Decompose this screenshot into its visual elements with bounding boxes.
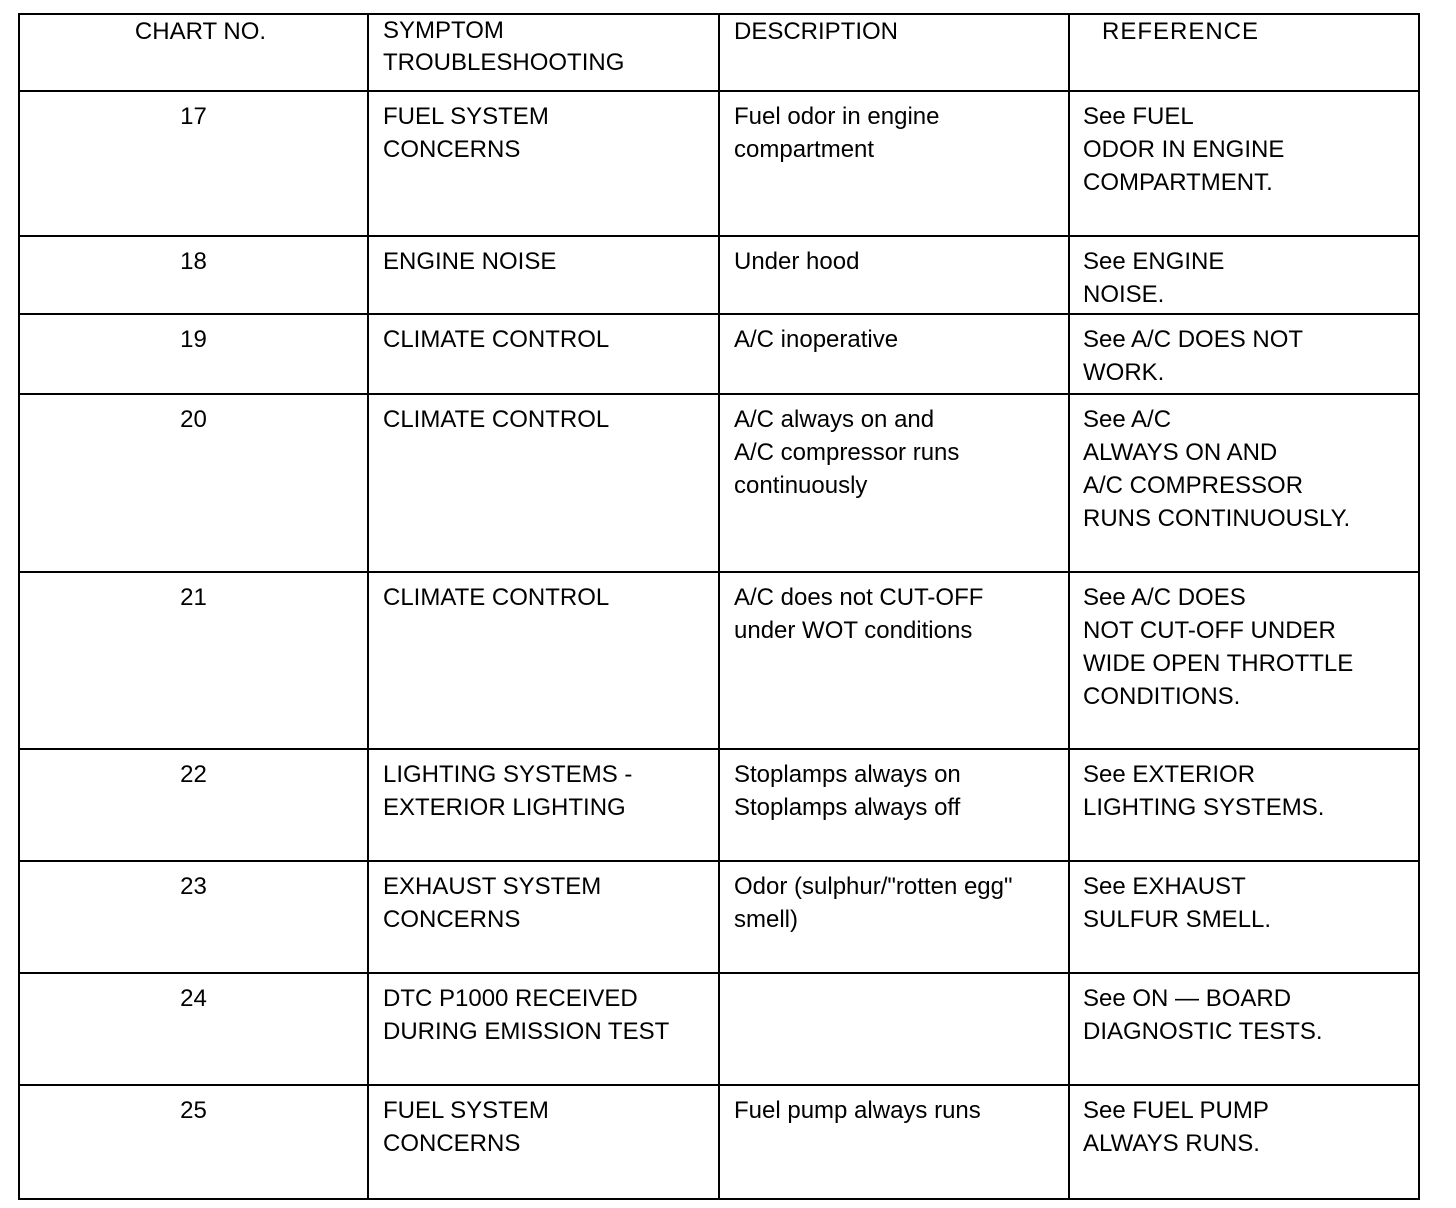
table-row	[19, 861, 1419, 973]
chart-no-cell: 18	[19, 236, 368, 314]
description-cell: A/C inoperative	[719, 314, 1069, 394]
description-cell	[719, 973, 1069, 1085]
header-row	[19, 14, 1419, 91]
table-row	[19, 394, 1419, 572]
description-cell: Under hood	[719, 236, 1069, 314]
header-description: DESCRIPTION	[719, 14, 1069, 91]
troubleshooting-chart-table	[18, 13, 1420, 1200]
table-row	[19, 973, 1419, 1085]
symptom-cell: EXHAUST SYSTEM CONCERNS	[368, 861, 719, 973]
description-cell: A/C does not CUT-OFF under WOT conditions	[719, 572, 1069, 749]
symptom-cell: CLIMATE CONTROL	[368, 394, 719, 572]
table-row	[19, 314, 1419, 394]
description-cell: Fuel odor in engine compartment	[719, 91, 1069, 236]
symptom-cell: ENGINE NOISE	[368, 236, 719, 314]
reference-cell: See EXHAUST SULFUR SMELL.	[1069, 861, 1419, 973]
table-row	[19, 1085, 1419, 1199]
description-cell: Stoplamps always on Stoplamps always off	[719, 749, 1069, 861]
chart-no-cell: 20	[19, 394, 368, 572]
reference-cell: See ENGINE NOISE.	[1069, 236, 1419, 314]
header-symptom: SYMPTOM TROUBLESHOOTING	[368, 14, 719, 91]
chart-no-cell: 23	[19, 861, 368, 973]
header-chart-no: CHART NO.	[19, 14, 368, 91]
reference-cell: See A/C DOES NOT CUT-OFF UNDER WIDE OPEN THROTTLE CONDITIONS.	[1069, 572, 1419, 749]
header-reference: REFERENCE	[1069, 14, 1419, 91]
chart-no-cell: 19	[19, 314, 368, 394]
table-row	[19, 572, 1419, 749]
symptom-cell: DTC P1000 RECEIVED DURING EMISSION TEST	[368, 973, 719, 1085]
table-row	[19, 236, 1419, 314]
chart-no-cell: 17	[19, 91, 368, 236]
symptom-cell: CLIMATE CONTROL	[368, 572, 719, 749]
chart-no-cell: 25	[19, 1085, 368, 1199]
chart-no-cell: 22	[19, 749, 368, 861]
description-cell: A/C always on and A/C compressor runs continuously	[719, 394, 1069, 572]
table-row	[19, 91, 1419, 236]
reference-cell: See A/C ALWAYS ON AND A/C COMPRESSOR RUNS CONTINUOUSLY.	[1069, 394, 1419, 572]
symptom-cell: FUEL SYSTEM CONCERNS	[368, 91, 719, 236]
chart-no-cell: 21	[19, 572, 368, 749]
description-cell: Fuel pump always runs	[719, 1085, 1069, 1199]
reference-cell: See EXTERIOR LIGHTING SYSTEMS.	[1069, 749, 1419, 861]
reference-cell: See FUEL ODOR IN ENGINE COMPARTMENT.	[1069, 91, 1419, 236]
chart-no-cell: 24	[19, 973, 368, 1085]
symptom-cell: LIGHTING SYSTEMS - EXTERIOR LIGHTING	[368, 749, 719, 861]
symptom-cell: CLIMATE CONTROL	[368, 314, 719, 394]
description-cell: Odor (sulphur/"rotten egg" smell)	[719, 861, 1069, 973]
symptom-cell: FUEL SYSTEM CONCERNS	[368, 1085, 719, 1199]
reference-cell: See FUEL PUMP ALWAYS RUNS.	[1069, 1085, 1419, 1199]
reference-cell: See ON — BOARD DIAGNOSTIC TESTS.	[1069, 973, 1419, 1085]
table-row	[19, 749, 1419, 861]
reference-cell: See A/C DOES NOT WORK.	[1069, 314, 1419, 394]
